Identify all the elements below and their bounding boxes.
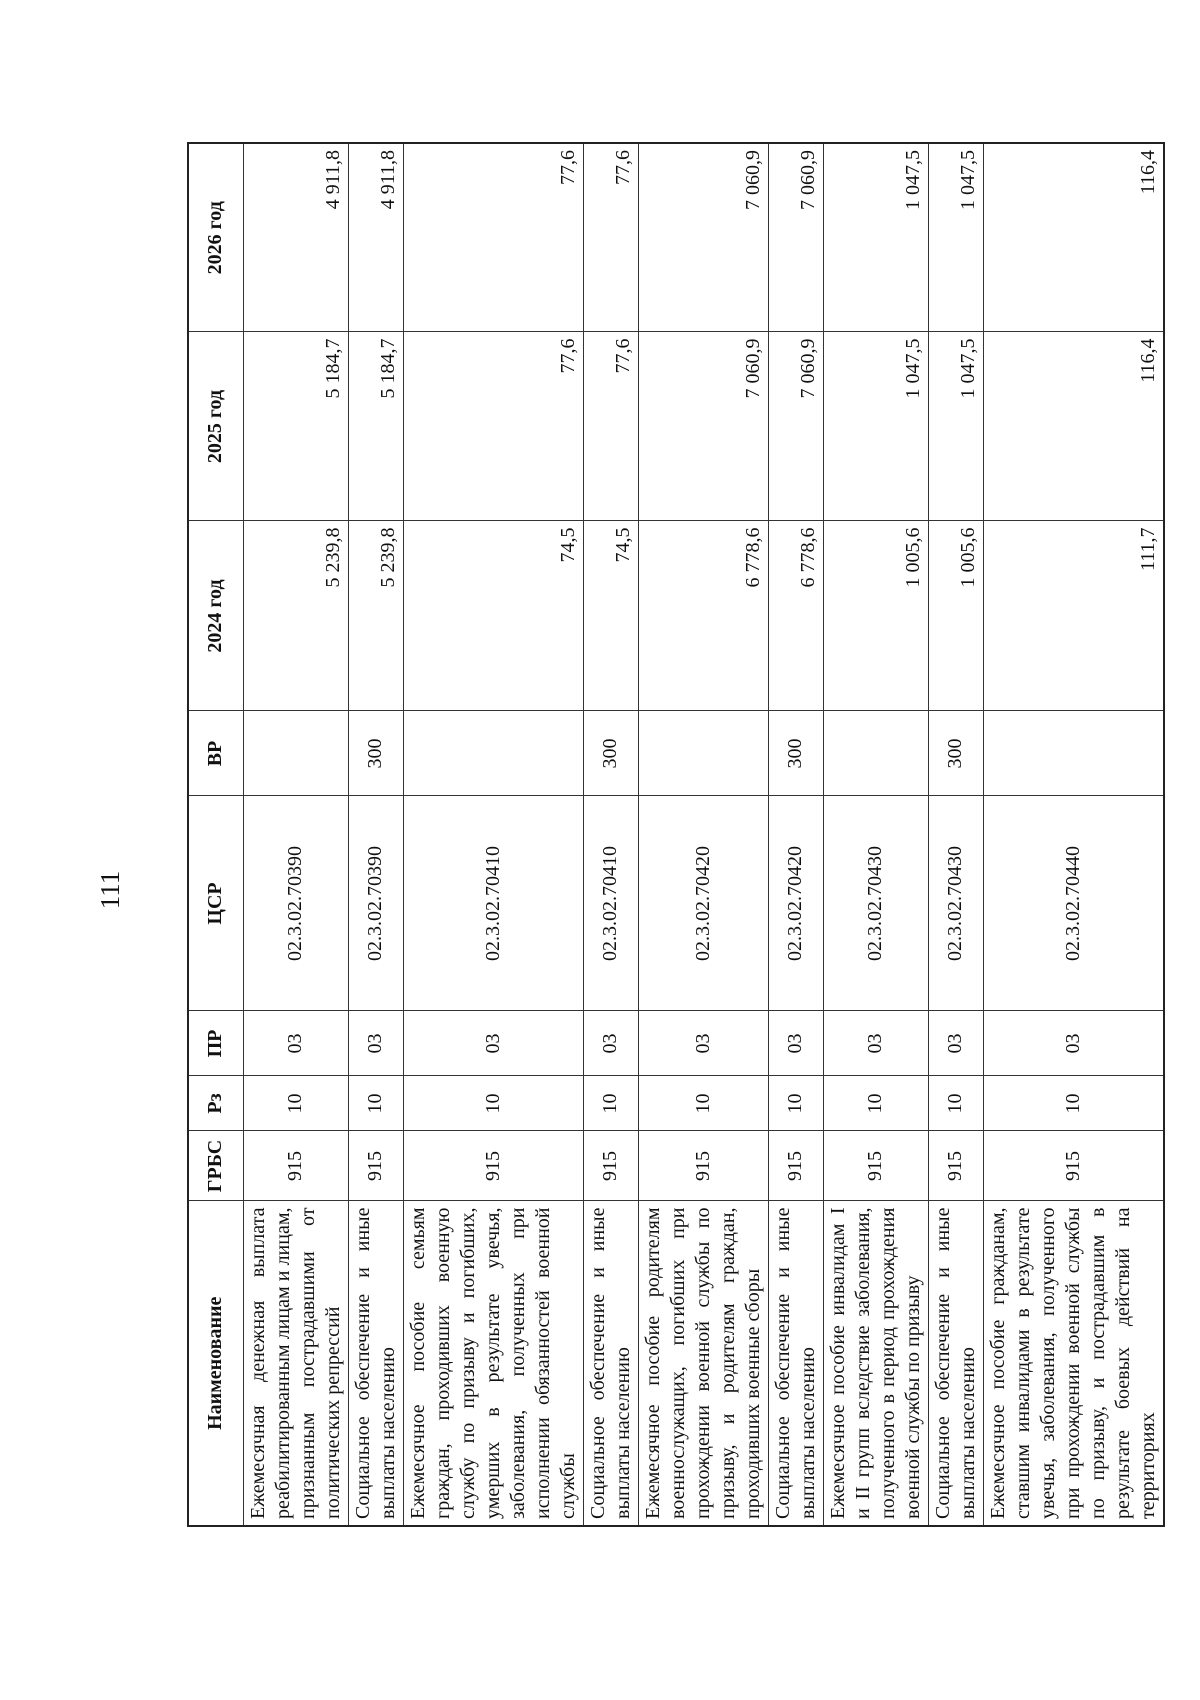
table-header-row: [188, 143, 243, 1526]
row-name: Ежемесячное пособие инвалидам I и II групп вследствие заболевания, полученного в период прохождения военной службы по призыву: [823, 1201, 928, 1526]
row-2024: 5 239,8: [348, 521, 403, 711]
table-row: [983, 143, 1164, 1526]
row-rz: 10: [928, 1076, 983, 1131]
table-row: [928, 143, 983, 1526]
row-csr: 02.3.02.70410: [583, 796, 638, 1011]
row-2026: 1 047,5: [928, 143, 983, 332]
row-csr: 02.3.02.70390: [243, 796, 348, 1011]
row-pr: 03: [583, 1011, 638, 1076]
row-pr: 03: [768, 1011, 823, 1076]
row-2024: 5 239,8: [243, 521, 348, 711]
row-grbs: 915: [928, 1131, 983, 1201]
row-rz: 10: [348, 1076, 403, 1131]
row-pr: 03: [403, 1011, 583, 1076]
row-grbs: 915: [403, 1131, 583, 1201]
row-vr: 300: [768, 711, 823, 796]
row-2024: 1 005,6: [928, 521, 983, 711]
row-rz: 10: [823, 1076, 928, 1131]
row-grbs: 915: [243, 1131, 348, 1201]
row-name: Социальное обеспечение и иные выплаты населению: [348, 1201, 403, 1526]
row-vr: 300: [928, 711, 983, 796]
row-csr: 02.3.02.70390: [348, 796, 403, 1011]
header-2025: 2025 год: [188, 332, 243, 521]
row-grbs: 915: [348, 1131, 403, 1201]
row-vr: 300: [583, 711, 638, 796]
page-number: 111: [95, 870, 125, 910]
table-row: [583, 143, 638, 1526]
row-csr: 02.3.02.70440: [983, 796, 1164, 1011]
row-grbs: 915: [983, 1131, 1164, 1201]
row-pr: 03: [928, 1011, 983, 1076]
table-row: [403, 143, 583, 1526]
row-rz: 10: [243, 1076, 348, 1131]
row-2025: 5 184,7: [243, 332, 348, 521]
row-2024: 1 005,6: [823, 521, 928, 711]
row-name: Ежемесячная денежная выплата реабилитированным лицам и лицам, признанным пострадавшими от политических репрессий: [243, 1201, 348, 1526]
row-csr: 02.3.02.70410: [403, 796, 583, 1011]
row-2026: 77,6: [403, 143, 583, 332]
row-2026: 77,6: [583, 143, 638, 332]
header-2026: 2026 год: [188, 143, 243, 332]
row-pr: 03: [823, 1011, 928, 1076]
header-2024: 2024 год: [188, 521, 243, 711]
row-2024: 6 778,6: [638, 521, 768, 711]
row-rz: 10: [403, 1076, 583, 1131]
row-name: Социальное обеспечение и иные выплаты населению: [928, 1201, 983, 1526]
row-rz: 10: [638, 1076, 768, 1131]
row-2026: 1 047,5: [823, 143, 928, 332]
row-rz: 10: [768, 1076, 823, 1131]
row-vr: [638, 711, 768, 796]
row-name: Социальное обеспечение и иные выплаты населению: [583, 1201, 638, 1526]
row-2026: 4 911,8: [243, 143, 348, 332]
row-grbs: 915: [823, 1131, 928, 1201]
row-2025: 77,6: [583, 332, 638, 521]
row-2026: 116,4: [983, 143, 1164, 332]
row-2025: 7 060,9: [638, 332, 768, 521]
row-name: Ежемесячное пособие семьям граждан, проходивших военную службу по призыву и погибших, умерших в результате увечья, заболевания, полученных при исполнении обязанностей военной службы: [403, 1201, 583, 1526]
row-vr: 300: [348, 711, 403, 796]
row-2025: 5 184,7: [348, 332, 403, 521]
row-pr: 03: [348, 1011, 403, 1076]
header-rz: Рз: [188, 1076, 243, 1131]
row-2025: 1 047,5: [928, 332, 983, 521]
row-rz: 10: [583, 1076, 638, 1131]
row-2025: 7 060,9: [768, 332, 823, 521]
row-2024: 111,7: [983, 521, 1164, 711]
row-2025: 1 047,5: [823, 332, 928, 521]
row-csr: 02.3.02.70430: [823, 796, 928, 1011]
row-name: Ежемесячное пособие гражданам, ставшим инвалидами в результате увечья, заболевания, полученного при прохождении военной службы по призыву, и пострадавшим в результате боевых действий на территориях: [983, 1201, 1164, 1526]
row-2024: 74,5: [583, 521, 638, 711]
row-csr: 02.3.02.70420: [768, 796, 823, 1011]
row-2026: 7 060,9: [638, 143, 768, 332]
header-grbs: ГРБС: [188, 1131, 243, 1201]
table-row: [348, 143, 403, 1526]
row-name: Социальное обеспечение и иные выплаты населению: [768, 1201, 823, 1526]
row-csr: 02.3.02.70430: [928, 796, 983, 1011]
table-row: [768, 143, 823, 1526]
row-vr: [983, 711, 1164, 796]
header-pr: ПР: [188, 1011, 243, 1076]
row-csr: 02.3.02.70420: [638, 796, 768, 1011]
row-2024: 6 778,6: [768, 521, 823, 711]
row-pr: 03: [983, 1011, 1164, 1076]
row-2025: 77,6: [403, 332, 583, 521]
row-2026: 7 060,9: [768, 143, 823, 332]
table-row: [823, 143, 928, 1526]
row-2026: 4 911,8: [348, 143, 403, 332]
row-pr: 03: [243, 1011, 348, 1076]
header-csr: ЦСР: [188, 796, 243, 1011]
row-name: Ежемесячное пособие родителям военнослужащих, погибших при прохождении военной службы по призыву, и родителям граждан, проходивших военные сборы: [638, 1201, 768, 1526]
row-2024: 74,5: [403, 521, 583, 711]
row-pr: 03: [638, 1011, 768, 1076]
row-grbs: 915: [768, 1131, 823, 1201]
header-vr: ВР: [188, 711, 243, 796]
table-row: [243, 143, 348, 1526]
row-grbs: 915: [583, 1131, 638, 1201]
header-name: Наименование: [188, 1201, 243, 1526]
table-row: [638, 143, 768, 1526]
row-vr: [403, 711, 583, 796]
rotated-table-container: [187, 144, 1159, 1527]
row-vr: [243, 711, 348, 796]
row-rz: 10: [983, 1076, 1164, 1131]
budget-table: [187, 142, 1165, 1527]
row-vr: [823, 711, 928, 796]
row-grbs: 915: [638, 1131, 768, 1201]
row-2025: 116,4: [983, 332, 1164, 521]
